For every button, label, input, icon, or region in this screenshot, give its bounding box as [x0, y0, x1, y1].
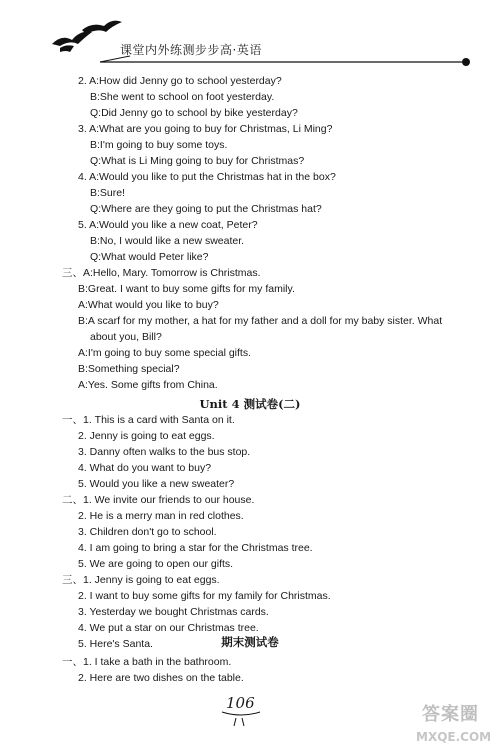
- answer-line: B:She went to school on foot yesterday.: [90, 91, 275, 103]
- answer-line: B:A scarf for my mother, a hat for my father and a doll for my baby sister. What: [78, 315, 443, 327]
- answer-line: 4. I am going to bring a star for the Christmas tree.: [78, 542, 313, 554]
- answer-line: 2. I want to buy some gifts for my family for Christmas.: [78, 590, 331, 602]
- birds-icon: [52, 21, 122, 52]
- answer-line: A:Yes. Some gifts from China.: [78, 379, 218, 391]
- answer-line: 2. Here are two dishes on the table.: [78, 672, 244, 684]
- answer-line: 2. He is a merry man in red clothes.: [78, 510, 244, 522]
- answer-line: 5. Would you like a new sweater?: [78, 478, 235, 490]
- answer-line: Q:What is Li Ming going to buy for Christmas?: [90, 155, 305, 167]
- answer-line: Q:Did Jenny go to school by bike yesterday?: [90, 107, 298, 119]
- header-title: 课堂内外练测步步高·英语: [120, 43, 262, 57]
- answer-line: 4. A:Would you like to put the Christmas hat in the box?: [78, 171, 336, 183]
- answer-line: B:Great. I want to buy some gifts for my family.: [78, 283, 295, 295]
- answer-line: B:Something special?: [78, 363, 180, 375]
- answer-line: B:Sure!: [90, 187, 126, 199]
- header-decoration: [0, 0, 500, 70]
- watermark-text: 答案圈: [422, 704, 479, 725]
- answer-line: 4. What do you want to buy?: [78, 462, 212, 474]
- answer-line: A:I'm going to buy some special gifts.: [78, 347, 252, 359]
- answer-line: Q:Where are they going to put the Christmas hat?: [90, 203, 322, 215]
- answer-line: 二、1. We invite our friends to our house.: [62, 494, 255, 506]
- answer-line: 2. A:How did Jenny go to school yesterday?: [78, 75, 282, 87]
- answer-line: 三、A:Hello, Mary. Tomorrow is Christmas.: [62, 267, 261, 279]
- answer-line: 2. Jenny is going to eat eggs.: [78, 430, 215, 442]
- page-number-flourish: [218, 708, 264, 728]
- answer-line: 3. Danny often walks to the bus stop.: [78, 446, 251, 458]
- answer-line: 3. Yesterday we bought Christmas cards.: [78, 606, 269, 618]
- answer-line: B:I'm going to buy some toys.: [90, 139, 228, 151]
- answer-line: Q:What would Peter like?: [90, 251, 209, 263]
- answer-line: 三、1. Jenny is going to eat eggs.: [62, 574, 220, 586]
- page-number: 106: [226, 694, 255, 712]
- answer-line: 3. Children don't go to school.: [78, 526, 217, 538]
- answer-line: 4. We put a star on our Christmas tree.: [78, 622, 259, 634]
- answer-line: 5. We are going to open our gifts.: [78, 558, 234, 570]
- answer-line: 5. Here's Santa.: [78, 638, 153, 650]
- section-title: 期末测试卷: [221, 635, 279, 649]
- section-title: Unit 4 测试卷(二): [199, 397, 301, 411]
- answer-line: about you, Bill?: [90, 331, 162, 343]
- answer-line: 一、1. I take a bath in the bathroom.: [62, 656, 232, 668]
- answer-line: 5. A:Would you like a new coat, Peter?: [78, 219, 258, 231]
- watermark-url: MXQE.COM: [416, 730, 492, 744]
- answer-line: 3. A:What are you going to buy for Christmas, Li Ming?: [78, 123, 333, 135]
- answer-line: A:What would you like to buy?: [78, 299, 219, 311]
- page-header: [0, 0, 500, 70]
- watermark-logo: [416, 700, 496, 750]
- answer-line: B:No, I would like a new sweater.: [90, 235, 245, 247]
- answer-line: 一、1. This is a card with Santa on it.: [62, 414, 235, 426]
